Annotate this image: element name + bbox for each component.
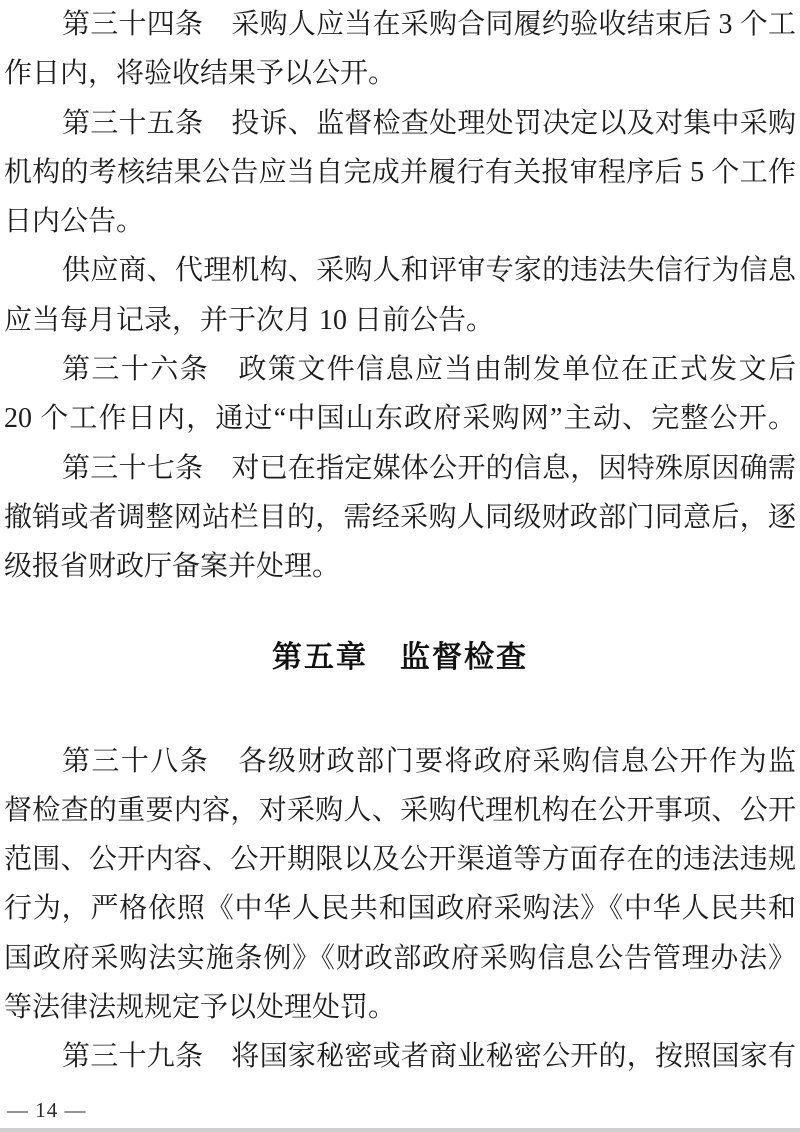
document-line: 范围、公开内容、公开期限以及公开渠道等方面存在的违法违规	[4, 844, 796, 876]
document-line: 机构的考核结果公告应当自完成并履行有关报审程序后 5 个工作	[4, 156, 796, 188]
document-line: 日内公告。	[4, 206, 145, 238]
document-line: 撤销或者调整网站栏目的，需经采购人同级财政部门同意后，逐	[4, 501, 796, 533]
document-line: 第三十五条 投诉、监督检查处理处罚决定以及对集中采购	[62, 107, 796, 139]
document-line: 督检查的重要内容，对采购人、采购代理机构在公开事项、公开	[4, 794, 796, 826]
page-number: — 14 —	[7, 1098, 87, 1122]
document-line: 20 个工作日内，通过“中国山东政府采购网”主动、完整公开。	[4, 403, 796, 435]
scan-edge-line	[0, 1128, 800, 1132]
document-line: 行为，严格依照《中华人民共和国政府采购法》《中华人民共和	[4, 893, 796, 925]
document-line: 第三十八条 各级财政部门要将政府采购信息公开作为监	[62, 745, 796, 777]
document-line: 第三十四条 采购人应当在采购合同履约验收结束后 3 个工	[62, 9, 796, 40]
document-line: 级报省财政厅备案并处理。	[4, 551, 341, 583]
document-line: 供应商、代理机构、采购人和评审专家的违法失信行为信息	[62, 255, 796, 287]
document-line: 应当每月记录，并于次月 10 日前公告。	[4, 304, 495, 336]
document-body	[4, 0, 796, 1082]
document-line: 国政府采购法实施条例》《财政部政府采购信息公告管理办法》	[4, 942, 796, 974]
chapter-heading: 第五章 监督检查	[272, 640, 528, 674]
document-line: 第三十六条 政策文件信息应当由制发单位在正式发文后	[62, 354, 796, 386]
document-line: 作日内，将验收结果予以公开。	[4, 58, 397, 90]
document-line: 等法律法规规定予以处理处罚。	[4, 992, 397, 1024]
document-line: 第三十七条 对已在指定媒体公开的信息，因特殊原因确需	[62, 452, 796, 484]
document-line: 第三十九条 将国家秘密或者商业秘密公开的，按照国家有	[62, 1041, 796, 1073]
